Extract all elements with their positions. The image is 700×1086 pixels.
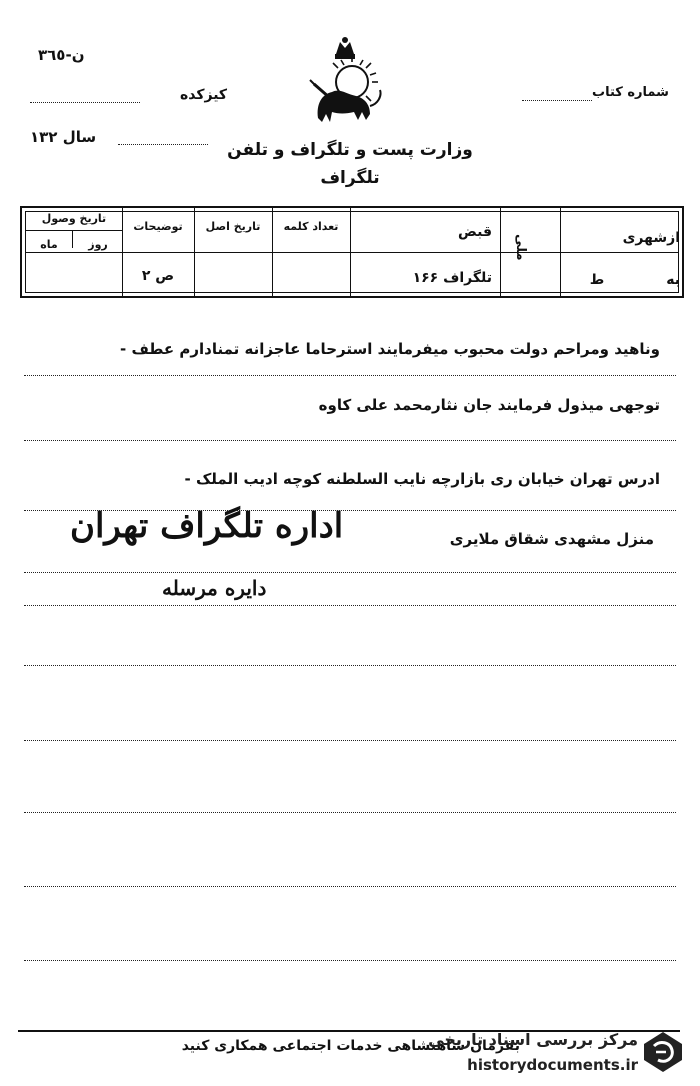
document-code: ن-٣٦٥ [38,46,85,64]
ministry-title: وزارت پست و تلگراف و تلفن [227,140,473,160]
message-line-1: وناهید ومراحم دولت محبوب میفرمایند استرحاما عاجزانه تمنادارم عطف - [120,340,660,358]
telegram-header-table [20,206,684,298]
dotted-line-4 [24,572,676,573]
day-label: روز [88,238,108,251]
dotted-line-5 [24,605,676,606]
archive-logo-icon [642,1030,684,1074]
receipt-value: تلگراف ۱۶۶ [412,270,492,286]
year-label: سال ۱۳۲ [30,128,97,146]
notes-value: ص ۲ [141,268,175,284]
office-stamp: اداره تلگراف تهران [70,506,344,546]
lion-and-sun-emblem-icon [300,34,390,134]
ref-label: کیزکده [180,87,228,103]
to-city-value: ط [589,272,605,288]
word-count-label: تعداد کلمه [283,220,339,233]
message-line-4: منزل مشهدی شقاق ملایری [449,530,654,548]
footer-slogan: بفرمان شاهنشاهی خدمات اجتماعی همکاری کنید [181,1038,520,1054]
book-dotted-line [522,100,592,101]
arrival-date-label: تاریخ وصول [41,212,107,225]
dotted-line-8 [24,812,676,813]
book-number-label: شماره کتاب [592,85,669,100]
original-date-label: تاریخ اصل [205,220,261,233]
department-stamp: دایره مرسله [162,576,267,600]
month-label: ماه [40,238,58,251]
dotted-line-9 [24,886,676,887]
receipt-label: قبض [458,224,492,240]
document-type-title: تلگراف [320,168,380,188]
ref-dotted-line [30,102,140,103]
dotted-line-6 [24,665,676,666]
notes-label: توضیحات [133,220,183,233]
message-line-2: توجهی میذول فرمایند جان نثارمحمد علی کاوه [318,396,660,414]
dotted-line-1 [24,375,676,376]
message-line-3: ادرس تهران خیابان ری بازارچه نایب السلطنه کوچه ادیب الملک - [184,470,660,488]
watermark-org: مرکز بررسی اسناد تاریخی [428,1030,638,1049]
to-city-label: به [666,272,680,288]
watermark-url: historydocuments.ir [467,1056,638,1074]
from-city-label: ازشهری [622,230,680,246]
dotted-line-10 [24,960,676,961]
year-dotted-line [118,144,208,145]
dotted-line-7 [24,740,676,741]
side-mark: ملی [513,234,528,261]
dotted-line-2 [24,440,676,441]
